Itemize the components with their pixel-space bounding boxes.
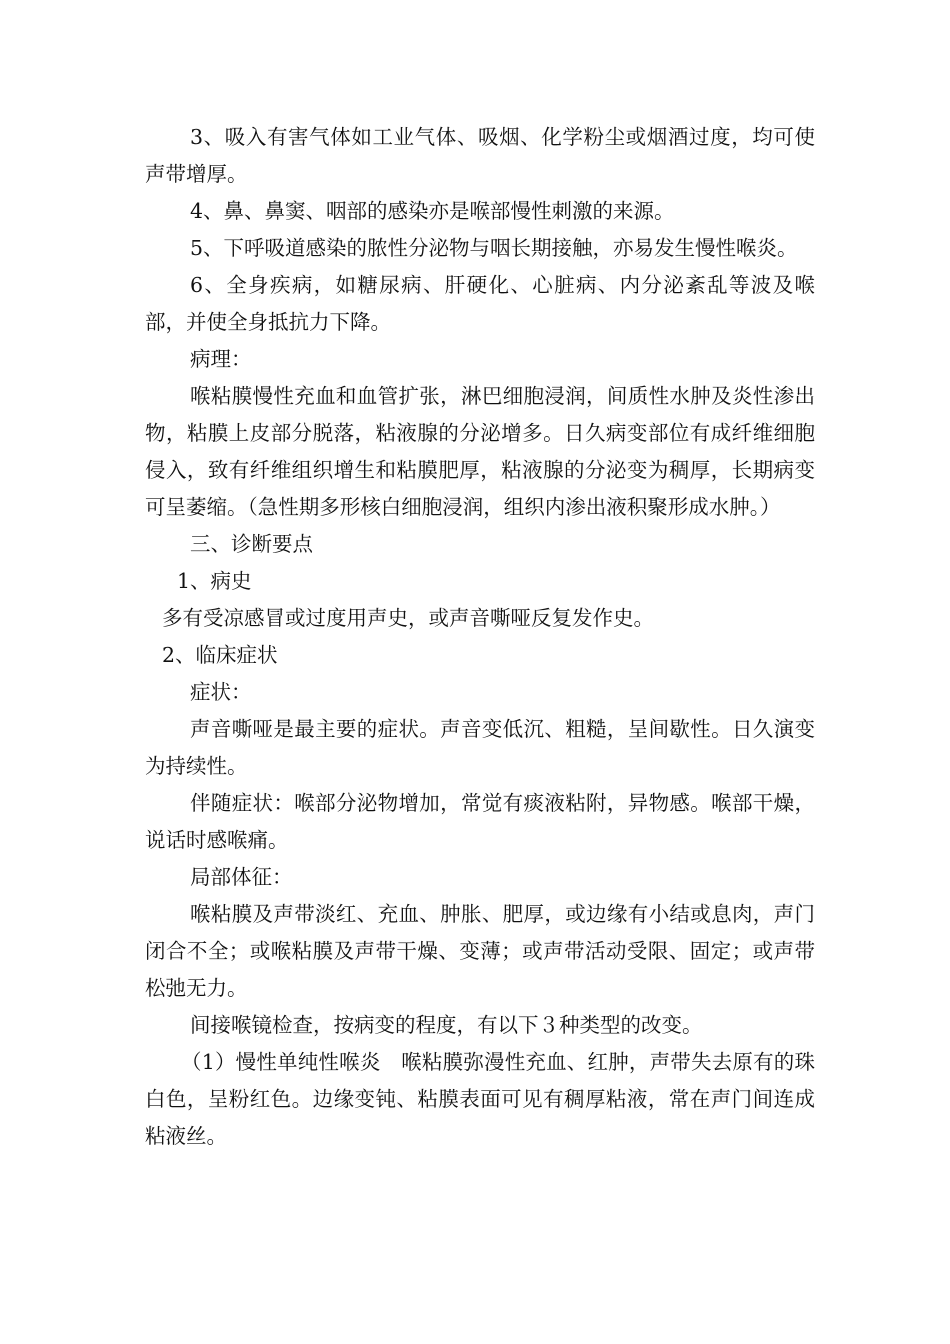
cause-item-4: 4、鼻、鼻窦、咽部的感染亦是喉部慢性刺激的来源。 — [190, 199, 675, 223]
local-signs-heading: 局部体征： — [190, 865, 293, 889]
subheading-clinical-symptoms: 2、临床症状 — [162, 643, 278, 667]
chronic-simple-laryngitis-text: （1）慢性单纯性喉炎 喉粘膜弥漫性充血、红肿，声带失去原有的珠白色，呈粉红色。边缘变钝、粘膜表面可见有稠厚粘液，常在声门间连成粘液丝。 — [145, 1050, 815, 1148]
pathology-text: 喉粘膜慢性充血和血管扩张，淋巴细胞浸润，间质性水肿及炎性渗出物，粘膜上皮部分脱落，粘液腺的分泌增多。日久病变部位有成纤维细胞侵入，致有纤维组织增生和粘膜肥厚，粘液腺的分泌变为稠厚，长期病变可呈萎缩。（急性期多形核白细胞浸润，组织内渗出液积聚形成水肿。） — [145, 384, 815, 519]
local-signs-text: 喉粘膜及声带淡红、充血、肿胀、肥厚，或边缘有小结或息肉，声门闭合不全；或喉粘膜及声带干燥、变薄；或声带活动受限、固定；或声带松弛无力。 — [145, 902, 815, 1000]
symptoms-text: 声音嘶哑是最主要的症状。声音变低沉、粗糙，呈间歇性。日久演变为持续性。 — [145, 717, 815, 778]
cause-item-5: 5、下呼吸道感染的脓性分泌物与咽长期接触，亦易发生慢性喉炎。 — [190, 236, 798, 260]
subheading-history: 1、病史 — [177, 569, 252, 593]
accompanying-symptoms-text: 伴随症状：喉部分泌物增加，常觉有痰液粘附，异物感。喉部干燥，说话时感喉痛。 — [145, 791, 815, 852]
pathology-heading: 病理： — [190, 347, 252, 371]
history-text: 多有受凉感冒或过度用声史，或声音嘶哑反复发作史。 — [162, 606, 654, 630]
cause-item-3: 3、吸入有害气体如工业气体、吸烟、化学粉尘或烟酒过度，均可使声带增厚。 — [145, 125, 815, 186]
section-heading-diagnosis: 三、诊断要点 — [190, 532, 313, 556]
cause-item-6: 6、全身疾病，如糖尿病、肝硬化、心脏病、内分泌紊乱等波及喉部，并使全身抵抗力下降。 — [145, 273, 815, 334]
document-body — [145, 119, 815, 1155]
laryngoscopy-text: 间接喉镜检查，按病变的程度，有以下３种类型的改变。 — [190, 1013, 703, 1037]
symptoms-heading: 症状： — [190, 680, 252, 704]
